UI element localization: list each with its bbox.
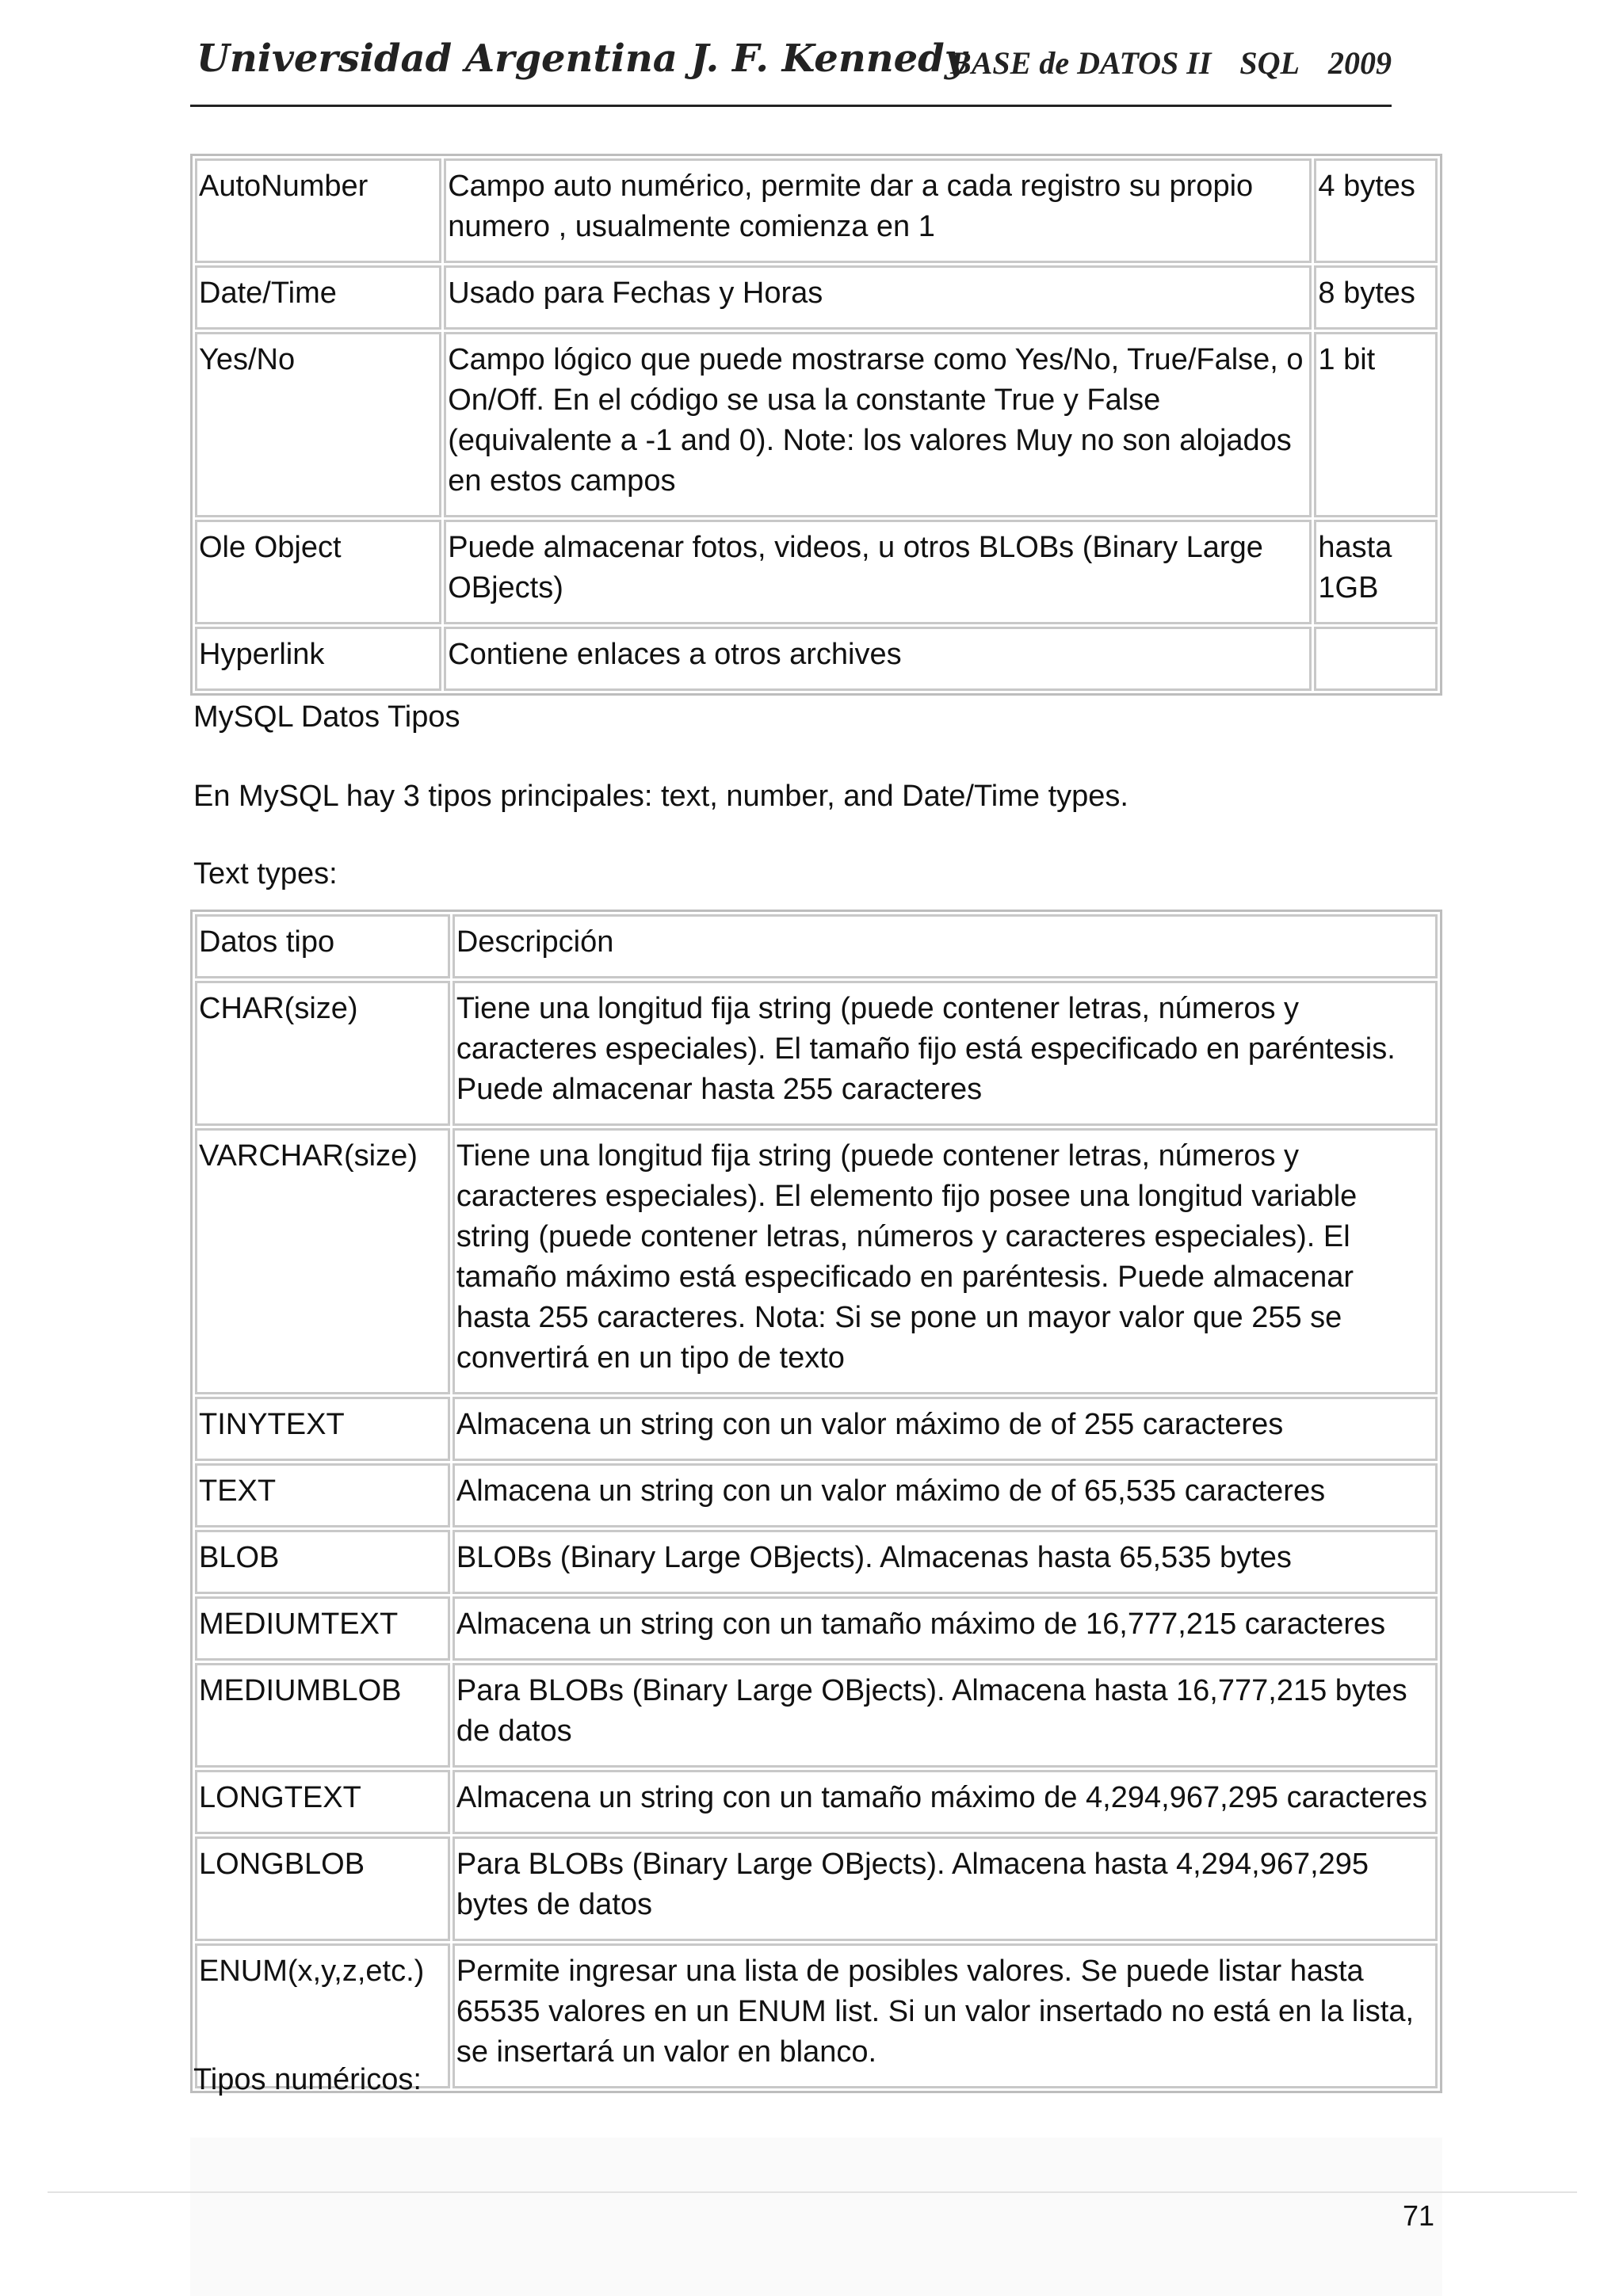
numeric-types-heading: Tipos numéricos: — [193, 2063, 422, 2096]
type-cell: AutoNumber — [195, 158, 441, 263]
type-cell: MEDIUMTEXT — [195, 1596, 450, 1661]
description-cell: Campo lógico que puede mostrarse como Yes/No, True/False, o On/Off. En el código se usa la constante True y False (equivalente a -1 and 0). Note: los valores Muy no son alojados en estos campos — [444, 332, 1312, 517]
mysql-intro-paragraph: En MySQL hay 3 tipos principales: text, number, and Date/Time types. — [193, 780, 1128, 813]
type-cell: Yes/No — [195, 332, 441, 517]
table-row — [195, 627, 1438, 691]
access-data-types-table — [190, 154, 1442, 696]
table-row — [195, 981, 1438, 1126]
type-cell: TEXT — [195, 1463, 450, 1527]
type-cell: LONGTEXT — [195, 1770, 450, 1834]
text-types-heading: Text types: — [193, 857, 338, 891]
type-cell: MEDIUMBLOB — [195, 1663, 450, 1768]
type-cell: CHAR(size) — [195, 981, 450, 1126]
table-row — [195, 265, 1438, 330]
text-data-types-table — [190, 910, 1442, 2093]
type-cell: Date/Time — [195, 265, 441, 330]
description-cell: Contiene enlaces a otros archives — [444, 627, 1312, 691]
table-row — [195, 158, 1438, 263]
size-cell: hasta 1GB — [1314, 520, 1438, 624]
table-row — [195, 1663, 1438, 1768]
column-header-description: Descripción — [453, 914, 1438, 978]
description-cell: Almacena un string con un tamaño máximo de 4,294,967,295 caracteres — [453, 1770, 1438, 1834]
column-header-type: Datos tipo — [195, 914, 450, 978]
page-header — [190, 36, 1392, 107]
size-cell: 8 bytes — [1314, 265, 1438, 330]
description-cell: Tiene una longitud fija string (puede contener letras, números y caracteres especiales). El tamaño fijo está especificado en paréntesis. Puede almacenar hasta 255 caracteres — [453, 981, 1438, 1126]
type-cell: VARCHAR(size) — [195, 1128, 450, 1394]
size-cell: 4 bytes — [1314, 158, 1438, 263]
description-cell: Usado para Fechas y Horas — [444, 265, 1312, 330]
size-cell — [1314, 627, 1438, 691]
table-row — [195, 1836, 1438, 1941]
mysql-section-heading: MySQL Datos Tipos — [193, 700, 460, 734]
description-cell: BLOBs (Binary Large OBjects). Almacenas hasta 65,535 bytes — [453, 1530, 1438, 1594]
page-number: 71 — [1403, 2199, 1435, 2232]
size-cell: 1 bit — [1314, 332, 1438, 517]
type-cell: Hyperlink — [195, 627, 441, 691]
type-cell: BLOB — [195, 1530, 450, 1594]
table-row — [195, 1128, 1438, 1394]
course-info — [950, 44, 1392, 82]
table-row — [195, 1596, 1438, 1661]
type-cell: ENUM(x,y,z,etc.) — [195, 1943, 450, 2088]
footer-divider — [48, 2191, 1577, 2193]
table-header-row — [195, 914, 1438, 978]
table-row — [195, 332, 1438, 517]
description-cell: Almacena un string con un valor máximo de of 255 caracteres — [453, 1397, 1438, 1461]
description-cell: Campo auto numérico, permite dar a cada registro su propio numero , usualmente comienza en 1 — [444, 158, 1312, 263]
type-cell: TINYTEXT — [195, 1397, 450, 1461]
page-shade — [190, 2138, 1442, 2296]
university-name: Universidad Argentina J. F. Kennedy — [197, 36, 967, 81]
description-cell: Para BLOBs (Binary Large OBjects). Almacena hasta 16,777,215 bytes de datos — [453, 1663, 1438, 1768]
course-topic: SQL — [1239, 45, 1300, 81]
description-cell: Puede almacenar fotos, videos, u otros BLOBs (Binary Large OBjects) — [444, 520, 1312, 624]
table-row — [195, 1770, 1438, 1834]
course-year: 2009 — [1328, 45, 1392, 81]
type-cell: Ole Object — [195, 520, 441, 624]
course-title: BASE de DATOS II — [950, 45, 1212, 81]
description-cell: Almacena un string con un valor máximo de of 65,535 caracteres — [453, 1463, 1438, 1527]
table-row — [195, 1530, 1438, 1594]
description-cell: Tiene una longitud fija string (puede contener letras, números y caracteres especiales). El elemento fijo posee una longitud variable string (puede contener letras, números y caracteres especiales). El tamaño máximo está especificado en paréntesis. Puede almacenar hasta 255 caracteres. Nota: Si se pone un mayor valor que 255 se convertirá en un tipo de texto — [453, 1128, 1438, 1394]
table-row — [195, 1463, 1438, 1527]
type-cell: LONGBLOB — [195, 1836, 450, 1941]
description-cell: Permite ingresar una lista de posibles valores. Se puede listar hasta 65535 valores en un ENUM list. Si un valor insertado no está en la lista, se insertará un valor en blanco. — [453, 1943, 1438, 2088]
table-row — [195, 520, 1438, 624]
table-row — [195, 1397, 1438, 1461]
description-cell: Almacena un string con un tamaño máximo de 16,777,215 caracteres — [453, 1596, 1438, 1661]
description-cell: Para BLOBs (Binary Large OBjects). Almacena hasta 4,294,967,295 bytes de datos — [453, 1836, 1438, 1941]
